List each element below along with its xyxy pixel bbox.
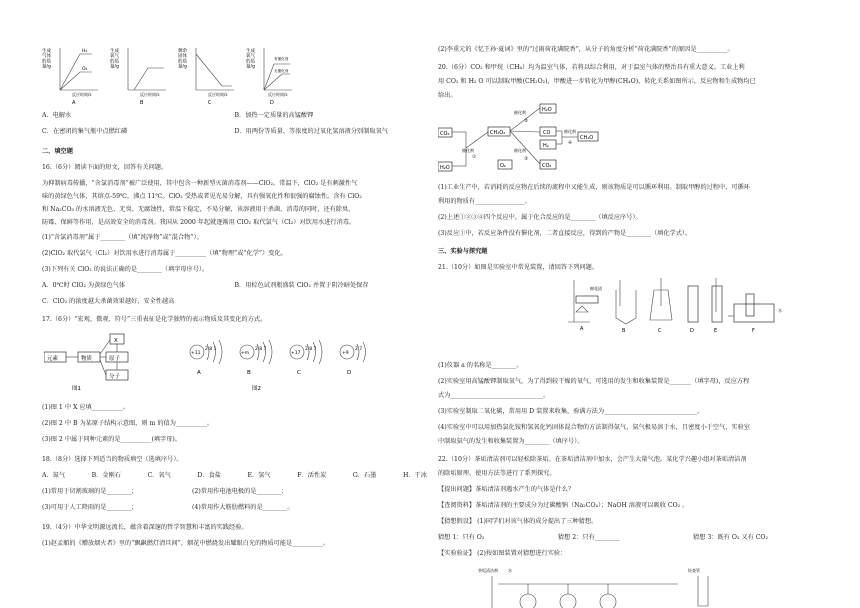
q21-stem: 21.（10分）如图是实验室中常见装置，请回答下列问题。 [438, 264, 599, 271]
series-o2-label: O₂ [82, 67, 88, 72]
graphs-q15 [42, 46, 292, 108]
graph-c [178, 47, 234, 106]
atom-d-tag: D [347, 370, 352, 376]
q18-sub1: (1)常用于切割玻璃的是________； [42, 488, 138, 495]
atom-a-shells: 2 8 1 [205, 347, 217, 352]
q16-paragraph-line3: 和 Na₂CO₃ 的水溶液无色、无臭、无腐蚀性，常温下稳定，不易分解，该溶液用于杀菌、消毒的同时，还有除臭、 [42, 206, 355, 213]
box-element: 元素 [47, 356, 59, 362]
q22-question: 【提出问题】茶垢清洁剂遇水产生的气体是什么？ [438, 486, 575, 493]
q18-item: A．氮气 [42, 472, 66, 479]
q22-hypothesis: 【猜想假设】 (1)同学们对该气体的成分提出了三种猜想。 [438, 518, 598, 525]
q20-sub1-line2: 利用的物质有________________。 [438, 198, 531, 205]
atom-d-nucleus: +9 [342, 351, 349, 356]
cat-label-4: 催化剂 [564, 129, 576, 134]
box-substance: 物质 [81, 356, 93, 362]
q15-options-row1 [42, 112, 427, 121]
series-h2-label: H₂ [82, 49, 88, 54]
graph-d [246, 47, 292, 106]
q18-item: G．石墨 [352, 472, 377, 479]
graph-c-xlabel: 反应时间/s [208, 92, 228, 97]
q16-paragraph-line1: 为抑制病毒传播，“含氯消毒剂”被广泛使用，其中包含一种新型灭菌消毒剂——ClO₂。常温下，ClO₂ 是有刺激性气 [42, 180, 358, 187]
graph-a-xlabel: 反应时间/s [72, 92, 92, 97]
guess-1: 猜想 1：只有 O₂ [438, 534, 485, 541]
q16-option-b: B．用棕色试剂瓶盛装 ClO₂ 并置于阴冷暗处保存 [234, 282, 369, 289]
q16-stem: 16.（6分）阅读下面的短文，回答有关问题。 [42, 164, 168, 171]
q18-items [42, 472, 427, 481]
node-co: CO [543, 130, 551, 136]
q19-stem: 19.（4分）中华文明源远流长，蕴含着深邃的哲学智慧和丰富的实践经验。 [42, 524, 248, 531]
q22-verification: 【实验验证】 (2)按如图装置对猜想进行实验： [438, 550, 567, 557]
q17-sub3: (3)图 2 中属于同种元素的是__________(填字母)。 [42, 436, 182, 443]
step-2: ② [524, 119, 529, 124]
atom-d-shells: 2 7 [355, 347, 363, 352]
atom-c [290, 340, 322, 376]
box-x: X [114, 338, 118, 344]
q18-stem: 18.（8分）选择下列适当的物质填空（选填序号）。 [42, 456, 183, 463]
atom-b [240, 340, 272, 376]
q19-sub1: (1)赵孟頫的《赠放烟火者》里的“飘飖燃灯清旦间”，烟花中燃烧发出耀眼白光的物质可能是__________。 [42, 540, 330, 547]
q18-item: B．金刚石 [91, 472, 121, 479]
atom-b-tag: B [247, 370, 251, 376]
q20-line1: 20.（6分）CO₂ 和甲烷（CH₄）均为温室气体，若将以综合利用，对于温室气体的整治具有重大意义。工业上利 [438, 64, 745, 71]
q16-sub3: (3)下列有关 ClO₂ 的说法正确的是________（填字母序号）。 [42, 266, 209, 273]
q18-item: F．活性炭 [297, 472, 327, 479]
tag-e: E [714, 328, 718, 334]
tag-f: F [752, 328, 755, 334]
graph-b [110, 47, 166, 106]
node-ch2o2: CH₂O₂ [490, 130, 506, 136]
q22-line1: 22.（10分）茶垢清洁剂可以轻松除茶垢。在茶垢清洁剂中加水，会产生大量气泡。某化学兴趣小组对茶垢清洁剂 [438, 456, 747, 463]
label-check-tube: 检查管 [688, 568, 700, 573]
q17-stem: 17.（6分）“宏观、微观、符号”三重表征是化学独特的表示物质及其变化的方式。 [42, 316, 267, 323]
q16-option-a: A．0℃时 ClO₂ 为黄绿色气体 [42, 282, 126, 289]
graph-a-tag: A [72, 100, 76, 106]
apparatus-f [728, 294, 782, 334]
label-cotton: 棉花团 [590, 286, 602, 291]
guess-3: 猜想 3：既有 O₂ 又有 CO₂ [693, 534, 768, 541]
q17-figure2 [187, 330, 407, 392]
node-h2o-in: H₂O [440, 165, 450, 171]
option-d: D．用两份等质量、等浓度的过氧化氢溶液分别制取氧气 [234, 128, 388, 135]
q18-item: C．氧气 [147, 472, 171, 479]
apparatus-b [616, 280, 636, 334]
q18-sub3: (3)可用于人工降雨的是________； [42, 504, 138, 511]
q22-reference: 【查阅资料】茶垢清洁剂的主要成分为过碳酸钠（Na₂CO₄）；NaOH 溶液可以吸收 CO₂ 。 [438, 502, 689, 509]
q20-sub2: (2)上述①②③④四个反应中，属于化合反应的是________（填反应序号）。 [438, 214, 642, 221]
q16-option-c: C．ClO₂ 的浓度越大杀菌效果越好，安全性越高 [42, 298, 175, 305]
label-water-bottom: 水 [508, 568, 512, 573]
node-o2: O₂ [500, 163, 506, 169]
option-c: C．在密闭的集气瓶中点燃红磷 [42, 128, 128, 135]
q18-row2 [42, 504, 342, 513]
q20-line2: 用 CO₂ 和 H₂ O 可以制取甲酸(CH₂O₂)，甲酸进一步转化为甲醇(CH₄O)，转化关系如图所示，反应物和生成物均已 [438, 78, 756, 85]
section-title-experiment: 三、实验与探究题 [438, 248, 488, 255]
q21-sub4-line2: 中制取氨气的发生和收集装置为________（填序号）。 [438, 438, 584, 445]
catalyst-with-label: 有催化剂 [274, 57, 289, 61]
q17-figure1 [44, 330, 164, 392]
step-1: ① [472, 155, 477, 160]
atom-c-nucleus: +17 [291, 351, 301, 356]
graph-d-xlabel: 反应时间/s [268, 92, 288, 97]
graph-b-ylabel: 生成氧气的质量/g [110, 49, 119, 70]
q20-flow-diagram [438, 102, 648, 182]
q18-item: D．食盐 [197, 472, 221, 479]
q18-item: E．氢气 [247, 472, 271, 479]
q20-sub3: (3)反应①中，若反应条件没有催化剂，二者直接反应，得到的产物是________（填化学式）。 [438, 230, 692, 237]
q16-options-row [42, 282, 427, 291]
q20-sub1-line1: (1)工业生产中，若消耗的反应物在后续的流程中又能生成，则该物质是可以循环利用。制取甲醇的过程中，可循环 [438, 184, 750, 191]
graph-c-tag: C [208, 100, 212, 106]
guess-2: 猜想 2：只有________ [557, 534, 620, 541]
atom-c-shells: 2 8 7 [305, 347, 317, 352]
apparatus-a [568, 280, 602, 332]
tag-b: B [622, 328, 626, 334]
q16-paragraph-line4: 防霉、保鲜等作用，是高效安全的消毒剂。我国从 2000 年起就逐渐用 ClO₂ 取代氯气（Cl₂）对饮用水进行消毒。 [42, 219, 356, 226]
q21-sub4-line1: (4)实验室中可以用加热氯化铵和氢氧化钙固体混合物的方法制得氨气，氨气极易溶于水，且密度小于空气，实验室 [438, 424, 750, 431]
q19-sub2: (2)李重元的《忆王孙·夏词》里的“过雨荷花满院香”，从分子的角度分析“荷花满院香”的原因是__________。 [438, 46, 734, 53]
graph-c-ylabel: 剩余固体的质量/g [178, 49, 187, 70]
atom-a [190, 340, 222, 376]
node-co2: CO₂ [440, 131, 450, 137]
apparatus-c [650, 278, 672, 334]
cat-label-1: 催化剂 [462, 148, 474, 153]
section-title-fill: 二、填空题 [42, 148, 73, 155]
step-4: ④ [568, 141, 573, 146]
atom-a-tag: A [197, 370, 201, 376]
option-a: A．电解水 [42, 112, 72, 119]
apparatus-d [688, 286, 698, 334]
q17-sub1: (1)图 1 中 X 应填__________。 [42, 404, 129, 411]
q21-apparatus [568, 276, 798, 338]
q18-row1 [42, 488, 342, 497]
figure1-caption: 图1 [72, 386, 81, 392]
atom-c-tag: C [297, 370, 301, 376]
box-molecule: 分子 [109, 374, 121, 380]
box-atom: 原子 [109, 356, 121, 362]
q22-apparatus [478, 562, 738, 608]
node-co2-out: CO₂ [542, 163, 552, 169]
tag-c: C [658, 328, 662, 334]
atom-d [340, 342, 366, 376]
label-cleaner: 茶垢清洁剂 [478, 568, 498, 573]
graph-d-tag: D [270, 100, 274, 106]
cat-label-3: 催化剂 [514, 148, 526, 153]
cat-label-2: 催化剂 [514, 110, 526, 115]
option-b: B．加热一定质量的高锰酸钾 [234, 112, 314, 119]
graph-a-ylabel: 生成气体的质量/g [42, 49, 51, 70]
apparatus-e [712, 278, 722, 334]
atom-a-nucleus: +11 [191, 351, 201, 356]
label-water: 水 [778, 308, 782, 313]
q16-sub1: (1)“含氯消毒剂”属于________（填“纯净物”或“混合物”）。 [42, 234, 203, 241]
q18-sub4: (4)常用作大筋肋燃料的是________。 [192, 504, 294, 511]
q15-options-row2 [42, 128, 427, 137]
q17-sub2: (2)图 2 中 B 为某原子结构示意图，则 m 的值为__________。 [42, 420, 214, 427]
graph-b-xlabel: 反应时间/s [140, 92, 160, 97]
graph-d-ylabel: 生成氧气的质量/g [246, 49, 255, 70]
q21-sub1: (1)仪器 a 的名称是________。 [438, 362, 523, 369]
q22-line2: 的除垢原理、使用方法等进行了系列探究。 [438, 470, 556, 477]
q21-sub3: (3)实验室制取二氧化碳，常用用 D 装置来收集，验满方法为______________________________。 [438, 408, 704, 415]
node-ch4o: CH₄O [580, 135, 594, 141]
graph-a [42, 47, 98, 106]
tag-d: D [690, 328, 694, 334]
q20-line3: 给出。 [438, 92, 457, 99]
atom-b-shells: 2 8 7 [255, 347, 267, 352]
node-h2o-top: H₂O [542, 107, 552, 113]
q21-sub2-line2: 式为______________________________。 [438, 392, 550, 399]
figure2-caption: 图2 [252, 386, 261, 392]
q16-paragraph-line2: 味的黄绿色气体，其熔点-59℃，沸点 11℃。ClO₂ 受热或者见光易分解，具有强氧化性和很强的腐蚀性。含有 ClO₂ [42, 193, 362, 200]
q21-sub2-line1: (2)实验室用高锰酸钾制取氧气，为了得到较干燥的氧气，可选用的发生和收集装置是_______（填字母)，反应方程 [438, 378, 750, 385]
q16-sub2: (2)ClO₂ 取代氯气（Cl₂）对饮用水进行消毒属于__________（填“物理”或“化学”）变化。 [42, 250, 287, 257]
atom-b-nucleus: +m [241, 351, 250, 356]
q22-guesses [438, 534, 768, 543]
node-h2: H₂ [543, 143, 549, 149]
q18-sub2: (2)常用作电池电极的是________； [192, 488, 288, 495]
graph-b-tag: B [140, 100, 144, 106]
catalyst-without-label: 无催化剂 [274, 69, 289, 73]
step-3: ③ [524, 157, 529, 162]
tag-a: A [580, 326, 584, 332]
q18-item: H．干冰 [402, 472, 427, 479]
